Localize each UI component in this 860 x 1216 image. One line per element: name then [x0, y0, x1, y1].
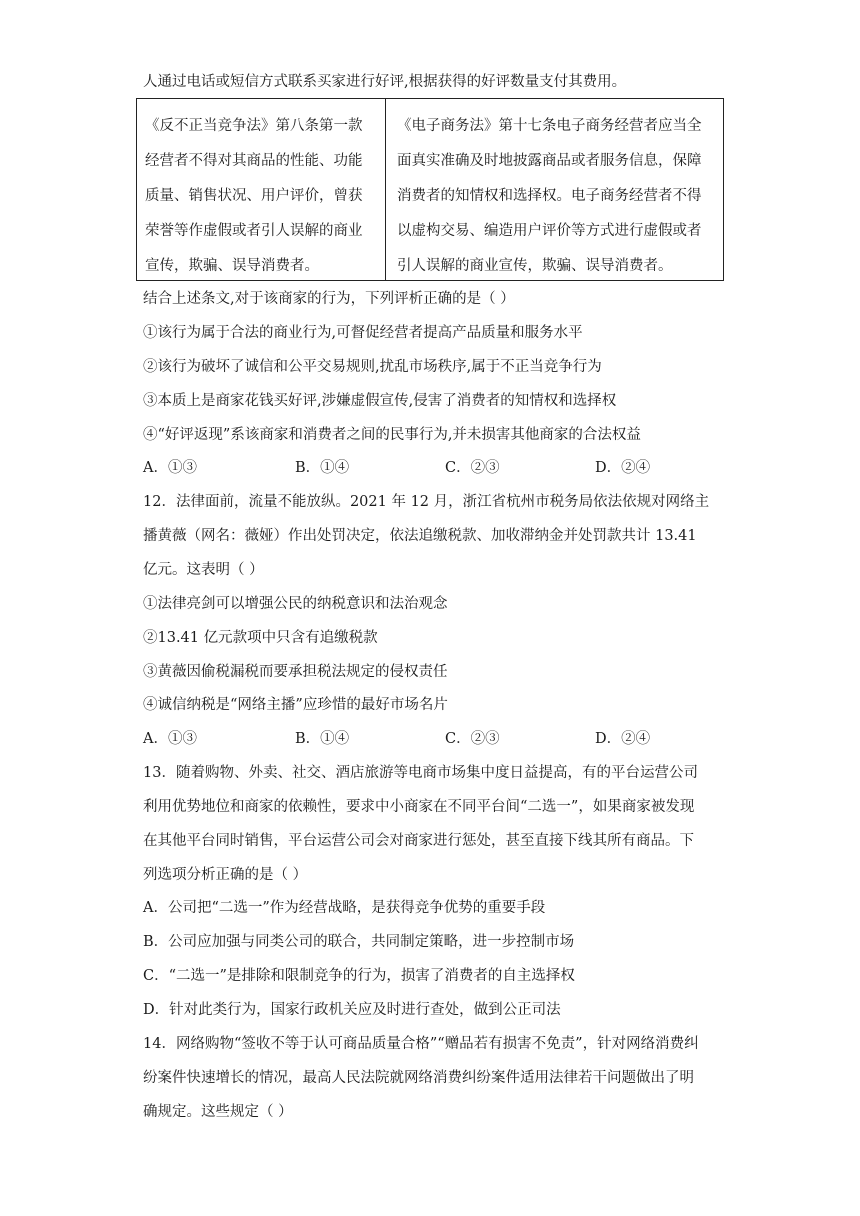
table-cell-line: 宣传，欺骗、误导消费者。: [145, 258, 319, 274]
q11-option-d[interactable]: D．②④: [595, 460, 651, 476]
q12-option-a[interactable]: A．①③: [143, 731, 197, 747]
q11-item-1: ①该行为属于合法的商业行为,可督促经营者提高产品质量和服务水平: [143, 325, 583, 341]
q13-stem-line-3: 在其他平台同时销售，平台运营公司会对商家进行惩处，甚至直接下线其所有商品。下: [143, 833, 694, 849]
table-cell-line: 荣誉等作虚假或者引人误解的商业: [145, 223, 363, 239]
intro-line: 人通过电话或短信方式联系买家进行好评,根据获得的好评数量支付其费用。: [143, 74, 627, 90]
q11-option-c[interactable]: C．②③: [445, 460, 500, 476]
q12-stem-line-1: 12．法律面前，流量不能放纵。2021 年 12 月，浙江省杭州市税务局依法依规对网络主: [143, 494, 710, 510]
table-divider: [385, 99, 386, 280]
q11-stem: 结合上述条文,对于该商家的行为，下列评析正确的是（ ）: [143, 291, 515, 307]
q12-stem-line-2: 播黄薇（网名：薇娅）作出处罚决定，依法追缴税款、加收滞纳金并处罚款共计 13.41: [143, 528, 697, 544]
q12-item-4: ④诚信纳税是“网络主播”应珍惜的最好市场名片: [143, 697, 448, 713]
q14-stem-line-3: 确规定。这些规定（ ）: [143, 1104, 293, 1120]
table-cell-line: 质量、销售状况、用户评价，曾获: [145, 188, 363, 204]
table-cell-anti-unfair-competition-law: [145, 109, 381, 284]
q12-stem-line-3: 亿元。这表明（ ）: [143, 562, 264, 578]
q11-item-3: ③本质上是商家花钱买好评,涉嫌虚假宣传,侵害了消费者的知情权和选择权: [143, 393, 617, 409]
q11-item-2: ②该行为破坏了诚信和公平交易规则,扰乱市场秩序,属于不正当竞争行为: [143, 359, 602, 375]
q12-option-c[interactable]: C．②③: [445, 731, 500, 747]
q12-item-3: ③黄薇因偷税漏税而要承担税法规定的侵权责任: [143, 664, 448, 680]
table-cell-e-commerce-law: [397, 109, 717, 284]
q12-item-1: ①法律亮剑可以增强公民的纳税意识和法治观念: [143, 596, 448, 612]
q13-stem-line-4: 列选项分析正确的是（ ）: [143, 867, 308, 883]
table-cell-line: 以虚构交易、编造用户评价等方式进行虚假或者: [397, 223, 702, 239]
table-cell-line: 《电子商务法》第十七条电子商务经营者应当全: [397, 118, 702, 134]
q11-item-4: ④“好评返现”系该商家和消费者之间的民事行为,并未损害其他商家的合法权益: [143, 427, 641, 443]
q13-stem-line-2: 利用优势地位和商家的依赖性，要求中小商家在不同平台间“二选一”，如果商家被发现: [143, 799, 695, 815]
q13-option-a[interactable]: A．公司把“二选一”作为经营战略，是获得竞争优势的重要手段: [143, 900, 546, 916]
q13-option-b[interactable]: B．公司应加强与同类公司的联合，共同制定策略，进一步控制市场: [143, 934, 575, 950]
q14-stem-line-1: 14．网络购物“签收不等于认可商品质量合格”“赠品若有损害不免责”，针对网络消费纠: [143, 1036, 699, 1052]
table-cell-line: 面真实准确及时地披露商品或者服务信息，保障: [397, 153, 702, 169]
table-cell-line: 引人误解的商业宣传，欺骗、误导消费者。: [397, 258, 673, 274]
q12-option-d[interactable]: D．②④: [595, 731, 651, 747]
table-cell-line: 消费者的知情权和选择权。电子商务经营者不得: [397, 188, 702, 204]
table-cell-line: 《反不正当竞争法》第八条第一款: [145, 118, 363, 134]
q13-option-c[interactable]: C．“二选一”是排除和限制竞争的行为，损害了消费者的自主选择权: [143, 968, 575, 984]
q11-option-b[interactable]: B．①④: [295, 460, 350, 476]
q12-option-b[interactable]: B．①④: [295, 731, 350, 747]
law-table: [136, 98, 724, 281]
q14-stem-line-2: 纷案件快速增长的情况，最高人民法院就网络消费纠纷案件适用法律若干问题做出了明: [143, 1070, 694, 1086]
q13-stem-line-1: 13．随着购物、外卖、社交、酒店旅游等电商市场集中度日益提高，有的平台运营公司: [143, 765, 698, 781]
q13-option-d[interactable]: D．针对此类行为，国家行政机关应及时进行查处，做到公正司法: [143, 1002, 561, 1018]
table-cell-line: 经营者不得对其商品的性能、功能: [145, 153, 363, 169]
q12-item-2: ②13.41 亿元款项中只含有追缴税款: [143, 630, 378, 646]
q11-option-a[interactable]: A．①③: [143, 460, 197, 476]
